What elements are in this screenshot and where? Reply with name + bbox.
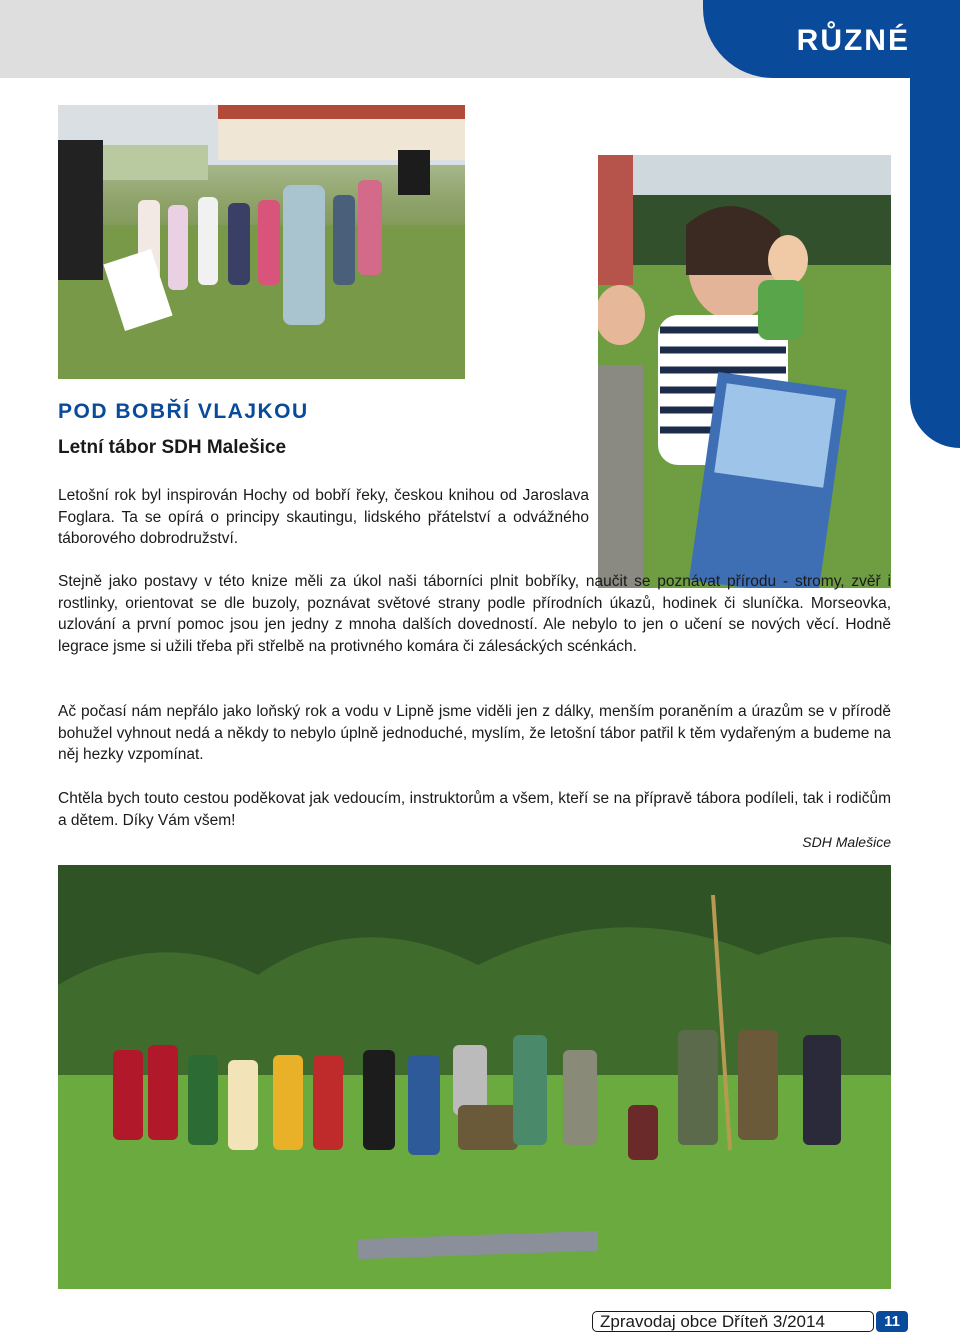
paragraph-4: Chtěla bych touto cestou poděkovat jak vedoucím, instruktorům a všem, kteří se na přípravě tábora podíleli, tak i rodičům a dětem. Díky Vám všem! bbox=[58, 790, 891, 829]
article-signature: SDH Malešice bbox=[802, 834, 891, 850]
paragraph-2 bbox=[58, 571, 891, 657]
paragraph-2-text: Stejně jako postavy v této knize měli za úkol naši táborníci plnit bobříky, naučit se poznávat přírodu - stromy, zvěř i rostlinky, orientovat se dle buzoly, poznávat světové strany podle přírodních úkazů, hodinek či sluníčka. Morseovka, uzlování a první pomoc jsou jen jedny z mnoha dalších dovedností. Ale nebylo to jen o učení se nových věcí. Hodně legrace jsme si užili třeba při střelbě na protivného komára či zálesáckých scénkách. bbox=[58, 573, 891, 655]
photo-girl-with-mirror bbox=[598, 155, 891, 588]
article-title: POD BOBŘÍ VLAJKOU bbox=[58, 400, 309, 423]
article-subtitle: Letní tábor SDH Malešice bbox=[58, 437, 287, 458]
photo-girl-with-mirror-illustration bbox=[598, 155, 891, 588]
photo-children-singing bbox=[58, 105, 465, 379]
footer-publication: Zpravodaj obce Dříteň 3/2014 bbox=[600, 1312, 825, 1331]
side-accent-band bbox=[910, 78, 960, 448]
photo-group-costumes bbox=[58, 865, 891, 1289]
photo-children-singing-illustration bbox=[58, 105, 465, 379]
paragraph-3: Ač počasí nám nepřálo jako loňský rok a vodu v Lipně jsme viděli jen z dálky, menším poraněním a úrazům se v přírodě bohužel vyhnout nedá a někdy to nebylo úplně jednoduché, myslím, že letošní tábor patřil k těm vydařeným a budeme na něj hezky vzpomínat. bbox=[58, 703, 891, 763]
paragraph-1: Letošní rok byl inspirován Hochy od bobří řeky, českou knihou od Jaroslava Foglara. Ta se opírá o principy skautingu, lidského přátelství a odvážného táborového dobrodružství. bbox=[58, 487, 589, 547]
section-label: RŮZNÉ bbox=[796, 24, 910, 57]
page-number: 11 bbox=[876, 1311, 908, 1332]
photo-group-costumes-illustration bbox=[58, 865, 891, 1289]
